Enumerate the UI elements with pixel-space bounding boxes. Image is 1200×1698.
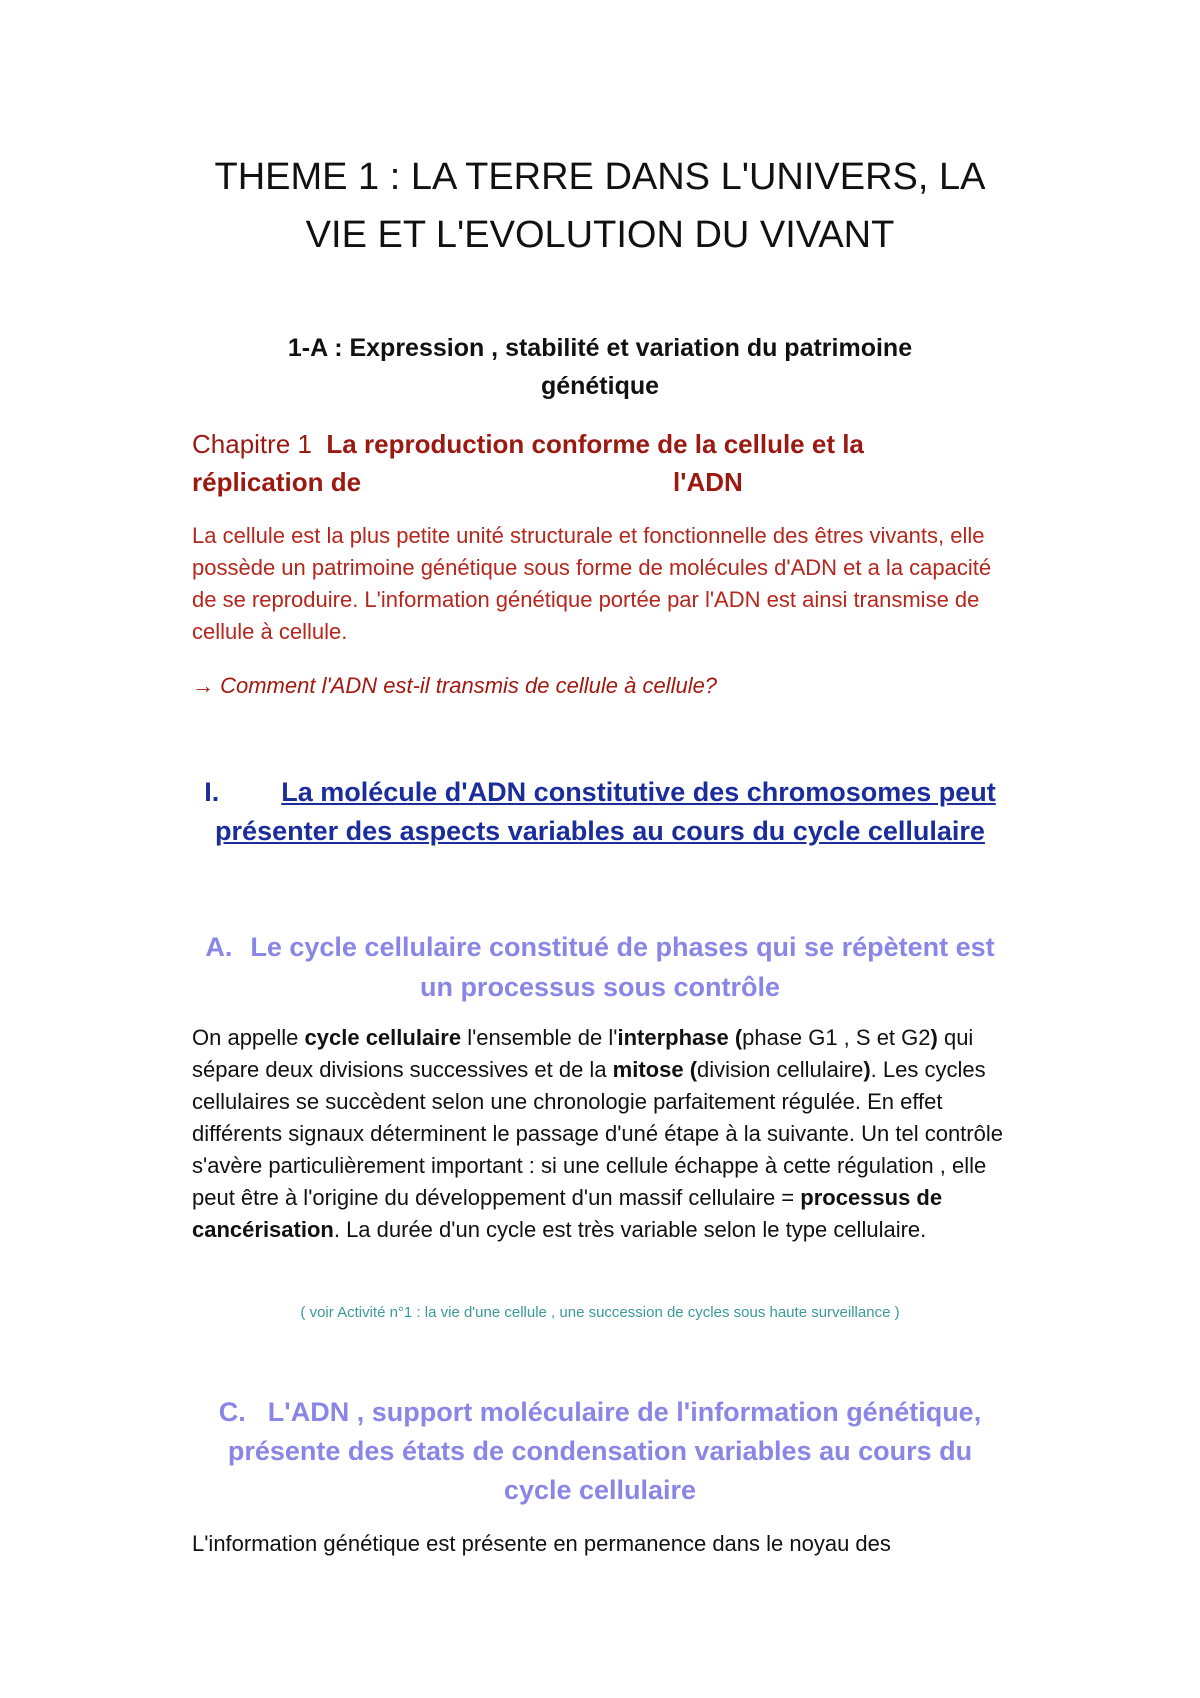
chapter-heading bbox=[192, 425, 1012, 501]
chapter-title-part-3: l'ADN bbox=[673, 467, 743, 497]
term-paren: ) bbox=[863, 1057, 871, 1082]
text-run: division cellulaire bbox=[697, 1057, 864, 1082]
term-cancerisation: processus de cancérisation bbox=[192, 1185, 943, 1242]
theme-title-line-1: THEME 1 : LA TERRE DANS L'UNIVERS, LA bbox=[214, 156, 986, 198]
heading-A-line-2: un processus sous contrôle bbox=[419, 972, 781, 1002]
heading-A-line-1: Le cycle cellulaire constitué de phases qui se répètent est bbox=[250, 932, 995, 962]
term-mitose: mitose ( bbox=[612, 1057, 698, 1082]
heading-part-A bbox=[150, 927, 1050, 1007]
chapter-title-part-2: réplication de bbox=[192, 467, 362, 497]
section-title-line-2: génétique bbox=[540, 372, 660, 400]
guiding-question: → Comment l'ADN est-il transmis de cellule à cellule? bbox=[192, 673, 718, 698]
heading-C-line-1: L'ADN , support moléculaire de l'information génétique, bbox=[267, 1397, 982, 1427]
text-run: . La durée d'un cycle est très variable selon le type cellulaire. bbox=[333, 1217, 927, 1242]
text-run: On appelle bbox=[192, 1025, 305, 1050]
chapter-title-part-1: La reproduction conforme de la cellule et la bbox=[326, 429, 864, 459]
heading-A-letter: A. bbox=[205, 932, 233, 962]
term-cycle-cellulaire: cycle cellulaire bbox=[304, 1025, 462, 1050]
heading-part-I bbox=[150, 773, 1050, 851]
theme-title bbox=[150, 148, 1050, 264]
heading-C-line-2: présente des états de condensation variables au cours du bbox=[227, 1436, 973, 1466]
heading-C-line-3: cycle cellulaire bbox=[503, 1475, 697, 1505]
text-run: phase G1 , S et G2 bbox=[742, 1025, 931, 1050]
section-title-line-1: 1-A : Expression , stabilité et variation du patrimoine bbox=[287, 334, 913, 362]
term-paren: ) bbox=[930, 1025, 938, 1050]
chapter-number: Chapitre 1 bbox=[192, 429, 312, 459]
heading-I-line-1: La molécule d'ADN constitutive des chromosomes peut bbox=[281, 777, 996, 807]
text-run: . Les cycles cellulaires se succèdent selon une chronologie parfaitement régulée. En effet différents signaux déterminent le passage d'uné étape à la suivante. Un tel contrôle s'avère particulièrement important : si une cellule échappe à cette régulation , elle peut être à l'origine du développement d'un massif cellulaire = bbox=[192, 1057, 1003, 1210]
heading-I-line-2: présenter des aspects variables au cours du cycle cellulaire bbox=[215, 816, 985, 846]
text-run: l'ensemble de l' bbox=[461, 1025, 618, 1050]
intro-paragraph: La cellule est la plus petite unité structurale et fonctionnelle des êtres vivants, elle possède un patrimoine génétique sous forme de molécules d'ADN et a la capacité de se reproduire. L'information génétique portée par l'ADN est ainsi transmise de cellule à cellule. bbox=[192, 523, 992, 644]
theme-title-line-2: VIE ET L'EVOLUTION DU VIVANT bbox=[305, 214, 895, 256]
heading-part-C bbox=[150, 1393, 1050, 1510]
term-interphase: interphase ( bbox=[617, 1025, 743, 1050]
paragraph-cell-cycle bbox=[192, 1022, 1012, 1246]
text-run: qui sépare deux divisions successives et de la bbox=[192, 1025, 974, 1082]
section-title bbox=[150, 329, 1050, 405]
heading-C-letter: C. bbox=[218, 1397, 246, 1427]
heading-I-numeral: I. bbox=[204, 777, 220, 807]
paragraph-genetic-info: L'information génétique est présente en permanence dans le noyau des bbox=[192, 1531, 891, 1556]
activity-reference: ( voir Activité n°1 : la vie d'une cellule , une succession de cycles sous haute surveillance ) bbox=[300, 1304, 900, 1321]
